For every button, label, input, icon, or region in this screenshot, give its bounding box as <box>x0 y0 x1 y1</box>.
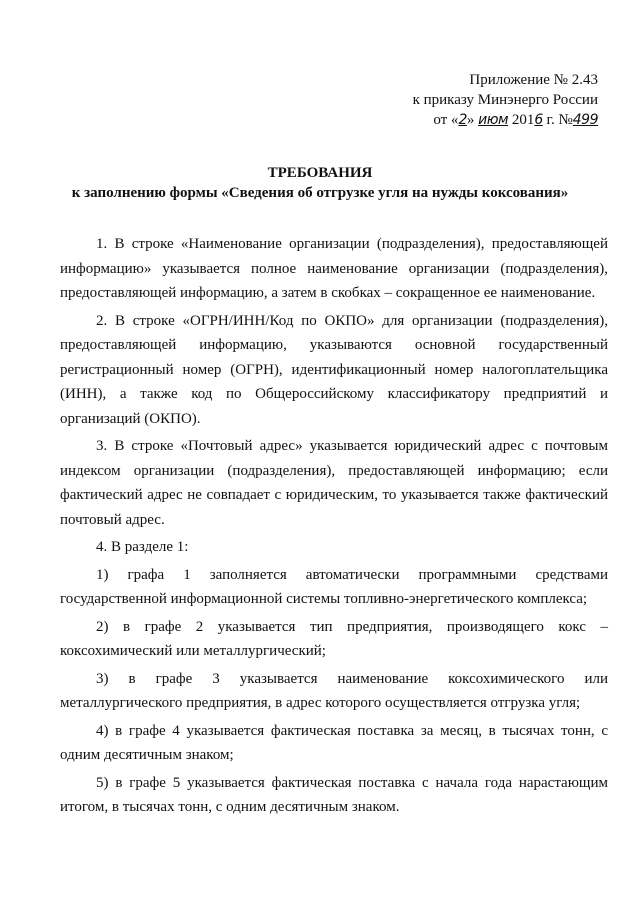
paragraph-4-heading: 4. В разделе 1: <box>96 539 189 555</box>
title-subheading: к заполнению формы «Сведения об отгрузке угля на нужды коксования» <box>71 185 569 201</box>
list-item-4: 4) в графе 4 указывается фактическая поставка за месяц, в тысячах тонн, с одним десятичным знаком; <box>60 722 608 763</box>
appendix-number: Приложение № 2.43 <box>469 72 598 88</box>
number-label: г. № <box>542 112 573 128</box>
handwritten-year-digit: 6 <box>534 112 543 128</box>
handwritten-order-number: 499 <box>572 112 598 128</box>
document-title <box>60 163 580 203</box>
year-prefix: 201 <box>508 112 535 128</box>
list-item-5: 5) в графе 5 указывается фактическая поставка с начала года нарастающим итогом, в тысячах тонн, с одним десятичным знаком. <box>60 774 608 815</box>
order-date-line <box>413 110 598 130</box>
date-prefix: от « <box>433 112 459 128</box>
handwritten-month: июм <box>478 112 509 128</box>
paragraph-3: 3. В строке «Почтовый адрес» указывается юридический адрес с почтовым индексом организации (подразделения), предоставляющей информацию; если фактический адрес не совпадает с юридическим, то указывается также фактический почтовый адрес. <box>60 438 608 528</box>
title-heading: ТРЕБОВАНИЯ <box>267 165 373 181</box>
date-separator: » <box>466 112 479 128</box>
list-item-2: 2) в графе 2 указывается тип предприятия, производящего кокс – коксохимический или металлургический; <box>60 618 608 659</box>
handwritten-day: 2 <box>458 112 467 128</box>
list-item-3: 3) в графе 3 указывается наименование коксохимического или металлургического предприятия, в адрес которого осуществляется отгрузка угля; <box>60 670 608 711</box>
paragraph-2: 2. В строке «ОГРН/ИНН/Код по ОКПО» для организации (подразделения), предоставляющей информацию, указываются основной государственный регистрационный номер (ОГРН), идентификационный номер налогоплательщика (ИНН), а также код по Общероссийскому классификатору предприятий и организаций (ОКПО). <box>60 312 608 427</box>
list-item-1: 1) графа 1 заполняется автоматически программными средствами государственной информационной системы топливно-энергетического комплекса; <box>60 566 608 607</box>
appendix-header <box>413 70 598 130</box>
paragraph-1: 1. В строке «Наименование организации (подразделения), предоставляющей информацию» указывается полное наименование организации (подразделения), предоставляющей информацию, а затем в скобках – сокращенное ее наименование. <box>60 236 608 301</box>
requirements-body <box>60 232 608 823</box>
order-reference: к приказу Минэнерго России <box>412 92 598 108</box>
